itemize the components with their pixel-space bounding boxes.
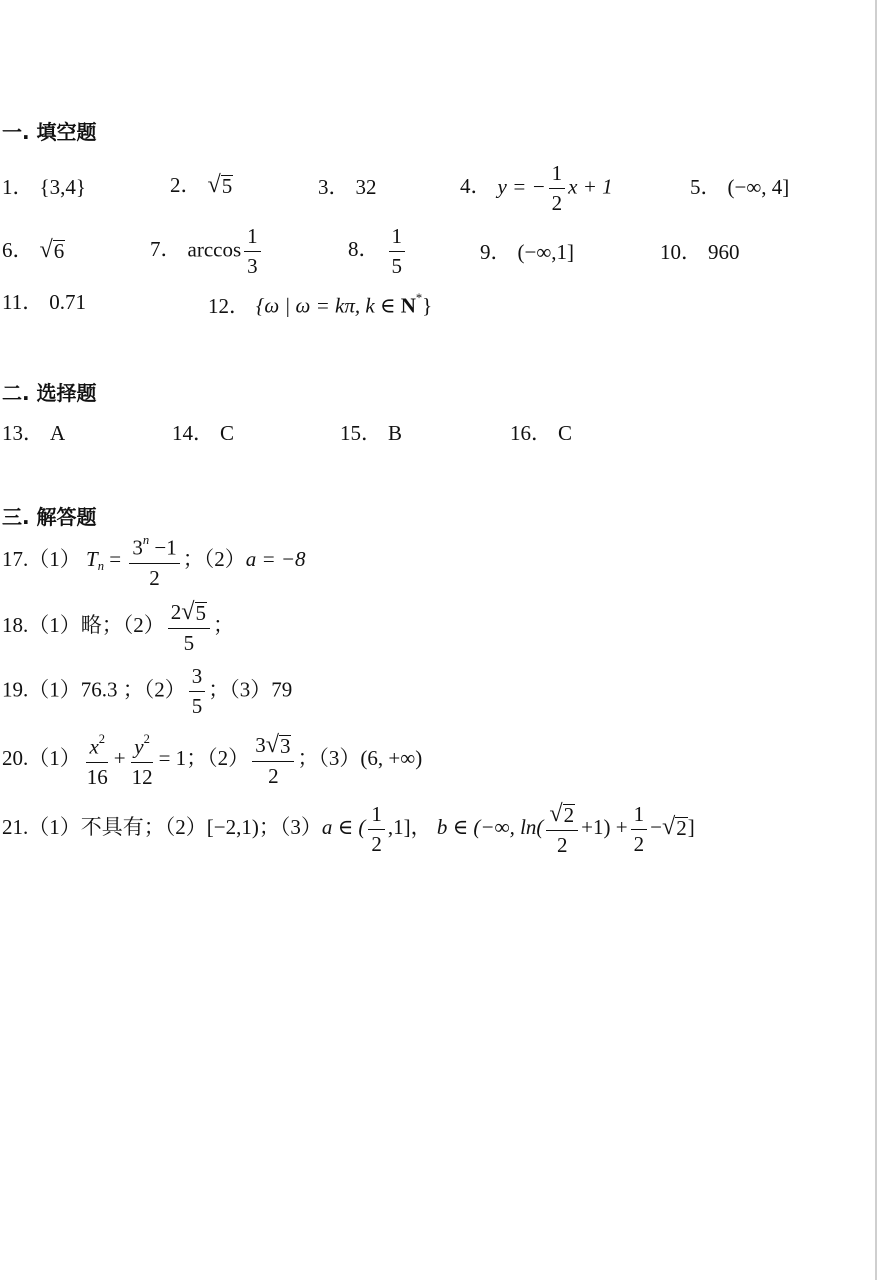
fraction: $\frac{1}{2}$ [368, 804, 385, 855]
set-builder: {ω | ω = kπ, k ∈ [256, 293, 401, 318]
part-separator: ； [213, 612, 234, 637]
variable-T: T [86, 547, 98, 572]
answer-value: (−∞,1] [517, 240, 575, 264]
answer-value: A [50, 421, 66, 445]
fraction: $\frac{x^2}{16}$ [86, 732, 108, 789]
answer-9 [480, 242, 574, 263]
b-range-mid: +1) + [581, 814, 628, 839]
question-number: 15． [340, 421, 382, 445]
question-number: 2． [170, 173, 202, 197]
answer-13 [2, 423, 65, 444]
a-range-lhs: a ∈ ( [321, 814, 366, 839]
question-number: 7． [150, 237, 182, 262]
question-number: 12． [208, 293, 250, 318]
part-separator: ；（2） [182, 547, 246, 572]
question-number: 16． [510, 421, 552, 445]
question-number: 3． [318, 175, 350, 199]
question-number: 20.（1） [2, 746, 81, 771]
equation-rhs: = 1 [158, 746, 187, 771]
answer-20 [2, 733, 422, 788]
answer-value: C [558, 421, 573, 445]
superscript-star: * [415, 291, 423, 305]
answer-value: B [388, 421, 403, 445]
question-number: 6． [2, 238, 34, 262]
sqrt-expression: √ 6 [39, 236, 65, 263]
fraction: $\frac{3}{5}$ [189, 666, 206, 717]
question-number: 21.（1）不具有；（2）[−2,1)；（3） [2, 814, 322, 839]
question-number: 4． [460, 174, 492, 199]
fraction: $\frac{1}{5}$ [389, 226, 406, 277]
section-heading-choice: 二. 选择题 [2, 381, 97, 405]
answer-17 [2, 534, 306, 589]
closing-brace: } [422, 293, 433, 318]
function-name: arccos [187, 237, 242, 262]
answer-tail: ；（3）79 [208, 677, 293, 702]
question-number: 8． [348, 237, 380, 262]
answer-value: (−∞, 4] [727, 175, 790, 199]
question-number: 10． [660, 240, 702, 264]
fraction: 2 √ 5 5 [168, 600, 210, 654]
question-number: 5． [690, 175, 722, 199]
answer-value: a = −8 [245, 547, 306, 572]
question-number: 17.（1） [2, 547, 81, 572]
closing-bracket: ] [687, 814, 695, 839]
answer-18 [2, 600, 234, 654]
plus-sign: + [113, 746, 126, 771]
answer-10 [660, 242, 740, 263]
answer-rhs: x + 1 [568, 174, 613, 199]
fraction: $\frac{1}{2}$ [631, 804, 648, 855]
answer-19 [2, 666, 292, 717]
minus-sign: − [650, 814, 662, 839]
answer-value: 0.71 [49, 290, 86, 314]
answer-tail: ；（3）(6, +∞) [297, 746, 423, 771]
question-number: 19.（1）76.3 ；（2） [2, 677, 186, 702]
answer-11 [2, 292, 86, 313]
part-separator: ；（2） [186, 746, 250, 771]
answer-6 [2, 238, 65, 262]
answer-lhs: y = − [497, 174, 546, 199]
answer-8 [348, 226, 408, 277]
natural-numbers-symbol: N [400, 293, 416, 318]
answer-2 [170, 173, 233, 197]
sqrt-expression: √ 5 [207, 171, 233, 198]
a-range-rhs: ,1]， [387, 814, 432, 839]
fraction: 3 √ 3 2 [252, 733, 294, 787]
question-number: 11． [2, 290, 44, 314]
equals-sign: = [103, 547, 127, 572]
answer-value: 32 [355, 175, 377, 199]
question-number: 18.（1）略；（2） [2, 612, 165, 637]
question-number: 1． [2, 175, 34, 199]
question-number: 9． [480, 240, 512, 264]
subscript-n: n [97, 558, 104, 573]
fraction: √ 2 2 [546, 802, 578, 856]
b-range-lhs: b ∈ (−∞, ln( [436, 814, 544, 839]
answer-4 [460, 163, 613, 214]
answer-15 [340, 423, 402, 444]
fraction: $\frac{3^n -1}{2}$ [129, 534, 179, 589]
answer-1 [2, 177, 86, 198]
answer-value: 960 [708, 240, 740, 264]
section-heading-solve: 三. 解答题 [2, 505, 97, 529]
question-number: 13． [2, 421, 44, 445]
fraction: $\frac{y^2}{12}$ [131, 732, 153, 789]
answer-12 [208, 292, 432, 317]
fraction: $\frac{1}{3}$ [244, 226, 261, 277]
answer-3 [318, 177, 377, 198]
answer-value: {3,4} [39, 175, 86, 199]
question-number: 14． [172, 421, 214, 445]
answer-7 [150, 226, 264, 277]
answer-16 [510, 423, 572, 444]
answer-14 [172, 423, 234, 444]
fraction: $\frac{1}{2}$ [549, 163, 566, 214]
answer-value: C [220, 421, 235, 445]
answer-21 [2, 802, 695, 856]
section-heading-fill: 一. 填空题 [2, 120, 97, 144]
sqrt-expression: √ 2 [661, 812, 687, 840]
answer-5 [690, 177, 789, 198]
